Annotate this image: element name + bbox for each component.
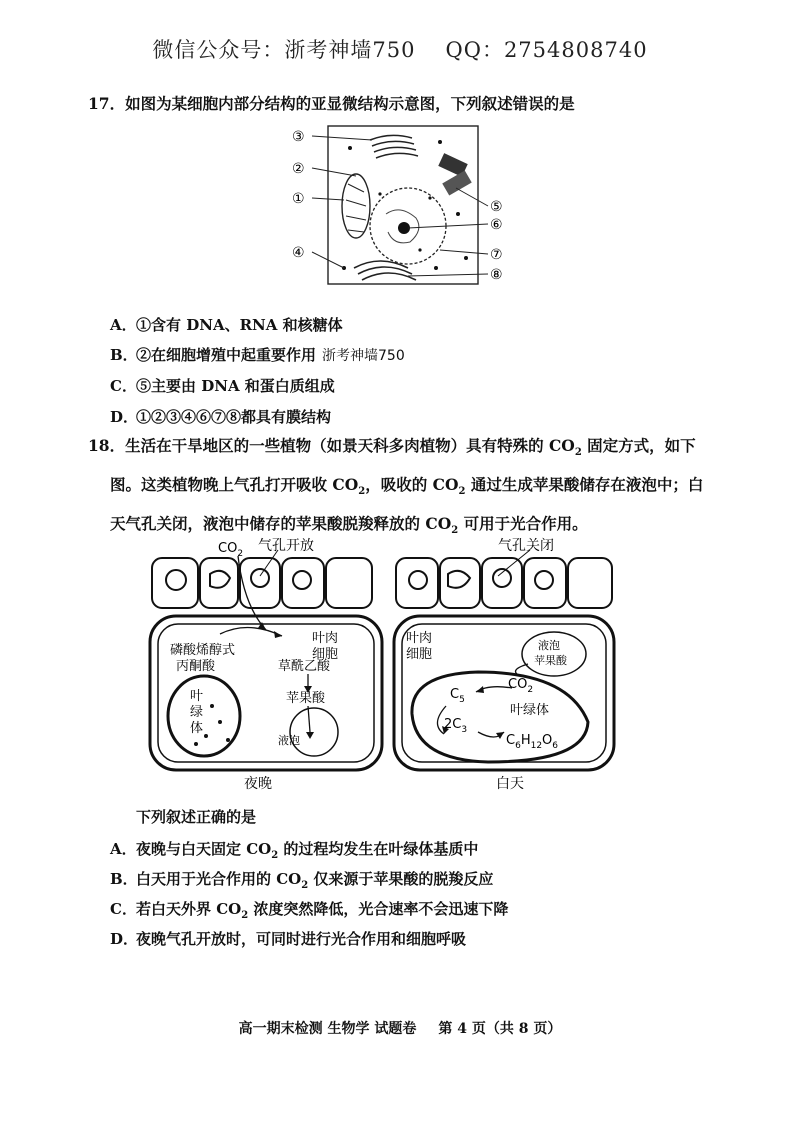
- q18-option-a: A．夜晚与白天固定 $CO_2$ 的过程均发生在叶绿体基质中: [110, 840, 479, 861]
- day-panel: [394, 537, 614, 792]
- q17-option-b: B．②在细胞增殖中起重要作用 浙考神墙750: [110, 346, 405, 364]
- night-panel: [150, 537, 382, 792]
- night-co2: $CO_2$: [218, 541, 244, 559]
- label-4: ④: [292, 245, 305, 261]
- wechat-account: 微信公众号：浙考神墙750: [152, 38, 416, 62]
- day-stoma-label: 气孔关闭: [498, 538, 554, 554]
- day-co2: $CO_2$: [508, 677, 534, 695]
- label-7: ⑦: [490, 247, 503, 263]
- q17-cell-diagram: [290, 118, 510, 290]
- q17-option-a: A．①含有 DNA、RNA 和核糖体: [110, 316, 343, 334]
- night-stoma-label: 气孔开放: [258, 538, 314, 554]
- day-cell-label: 叶肉: [406, 631, 433, 646]
- night-chloroplast-label-2: 绿: [190, 705, 204, 720]
- day-malate-label: 苹果酸: [534, 654, 567, 667]
- q17-option-d: D．①②③④⑥⑦⑧都具有膜结构: [110, 408, 332, 426]
- qq-number: QQ：2754808740: [445, 38, 648, 62]
- night-pep-label: 磷酸烯醇式: [170, 643, 236, 658]
- day-cell-label-2: 细胞: [406, 647, 433, 662]
- night-vacuole-label: 液泡: [278, 734, 300, 747]
- golgi-apparatus: [370, 135, 418, 158]
- q18-prompt: 下列叙述正确的是: [136, 808, 257, 826]
- night-chloroplast-label: 叶: [190, 689, 204, 704]
- day-caption: 白天: [496, 776, 524, 792]
- day-chloroplast-label: 叶绿体: [510, 703, 550, 718]
- q17-option-c: C．⑤主要由 DNA 和蛋白质组成: [110, 377, 335, 395]
- page-footer: [0, 1018, 800, 1038]
- night-caption: 夜晚: [244, 776, 272, 792]
- day-c5: $C_5$: [450, 687, 465, 705]
- label-1: ①: [292, 191, 305, 207]
- label-3: ③: [292, 129, 305, 145]
- q18-option-b: B．白天用于光合作用的 $CO_2$ 仅来源于苹果酸的脱羧反应: [110, 870, 494, 891]
- night-pep-label-2: 丙酮酸: [176, 659, 216, 674]
- night-mesophyll-cell: [150, 616, 382, 770]
- night-cell-label-2: 细胞: [312, 647, 339, 662]
- page-number: 第 4 页（共 8 页）: [438, 1021, 562, 1037]
- day-c3: $2C_3$: [444, 717, 468, 735]
- q18-stem: 18．生活在干旱地区的一些植物（如景天科多肉植物）具有特殊的 $CO_2$ 固定方式，如下 图。这类植物晚上气孔打开吸收 $CO_2$，吸收的 $CO_2$ 通过生成苹果酸储存在液泡中；白 天气孔关闭，液泡中储存的苹果酸脱羧释放的 $CO_2$ 可用于光合作用。: [88, 436, 704, 537]
- label-2: ②: [292, 161, 305, 177]
- label-6: ⑥: [490, 217, 503, 233]
- day-vacuole-label: 液泡: [538, 639, 560, 652]
- night-cell-label: 叶肉: [312, 631, 339, 646]
- night-chloroplast-label-3: 体: [190, 721, 204, 736]
- watermark-text: 浙考神墙750: [322, 348, 405, 364]
- label-8: ⑧: [490, 267, 503, 283]
- day-glucose: $C_6H_{12}O_6$: [506, 733, 559, 751]
- night-chloroplast: [168, 676, 240, 756]
- night-oaa-label: 草酰乙酸: [278, 659, 331, 674]
- centriole: [438, 153, 471, 195]
- page-header: [0, 34, 800, 64]
- q18-option-d: D．夜晚气孔开放时，可同时进行光合作用和细胞呼吸: [110, 930, 467, 948]
- q18-cam-diagram: [148, 536, 618, 798]
- exam-title: 高一期末检测 生物学 试题卷: [238, 1021, 417, 1037]
- q17-stem: 17．如图为某细胞内部分结构的亚显微结构示意图，下列叙述错误的是: [88, 94, 575, 113]
- q18-option-c: C．若白天外界 $CO_2$ 浓度突然降低，光合速率不会迅速下降: [110, 900, 509, 921]
- label-5: ⑤: [490, 199, 503, 215]
- night-malate-label: 苹果酸: [286, 691, 326, 706]
